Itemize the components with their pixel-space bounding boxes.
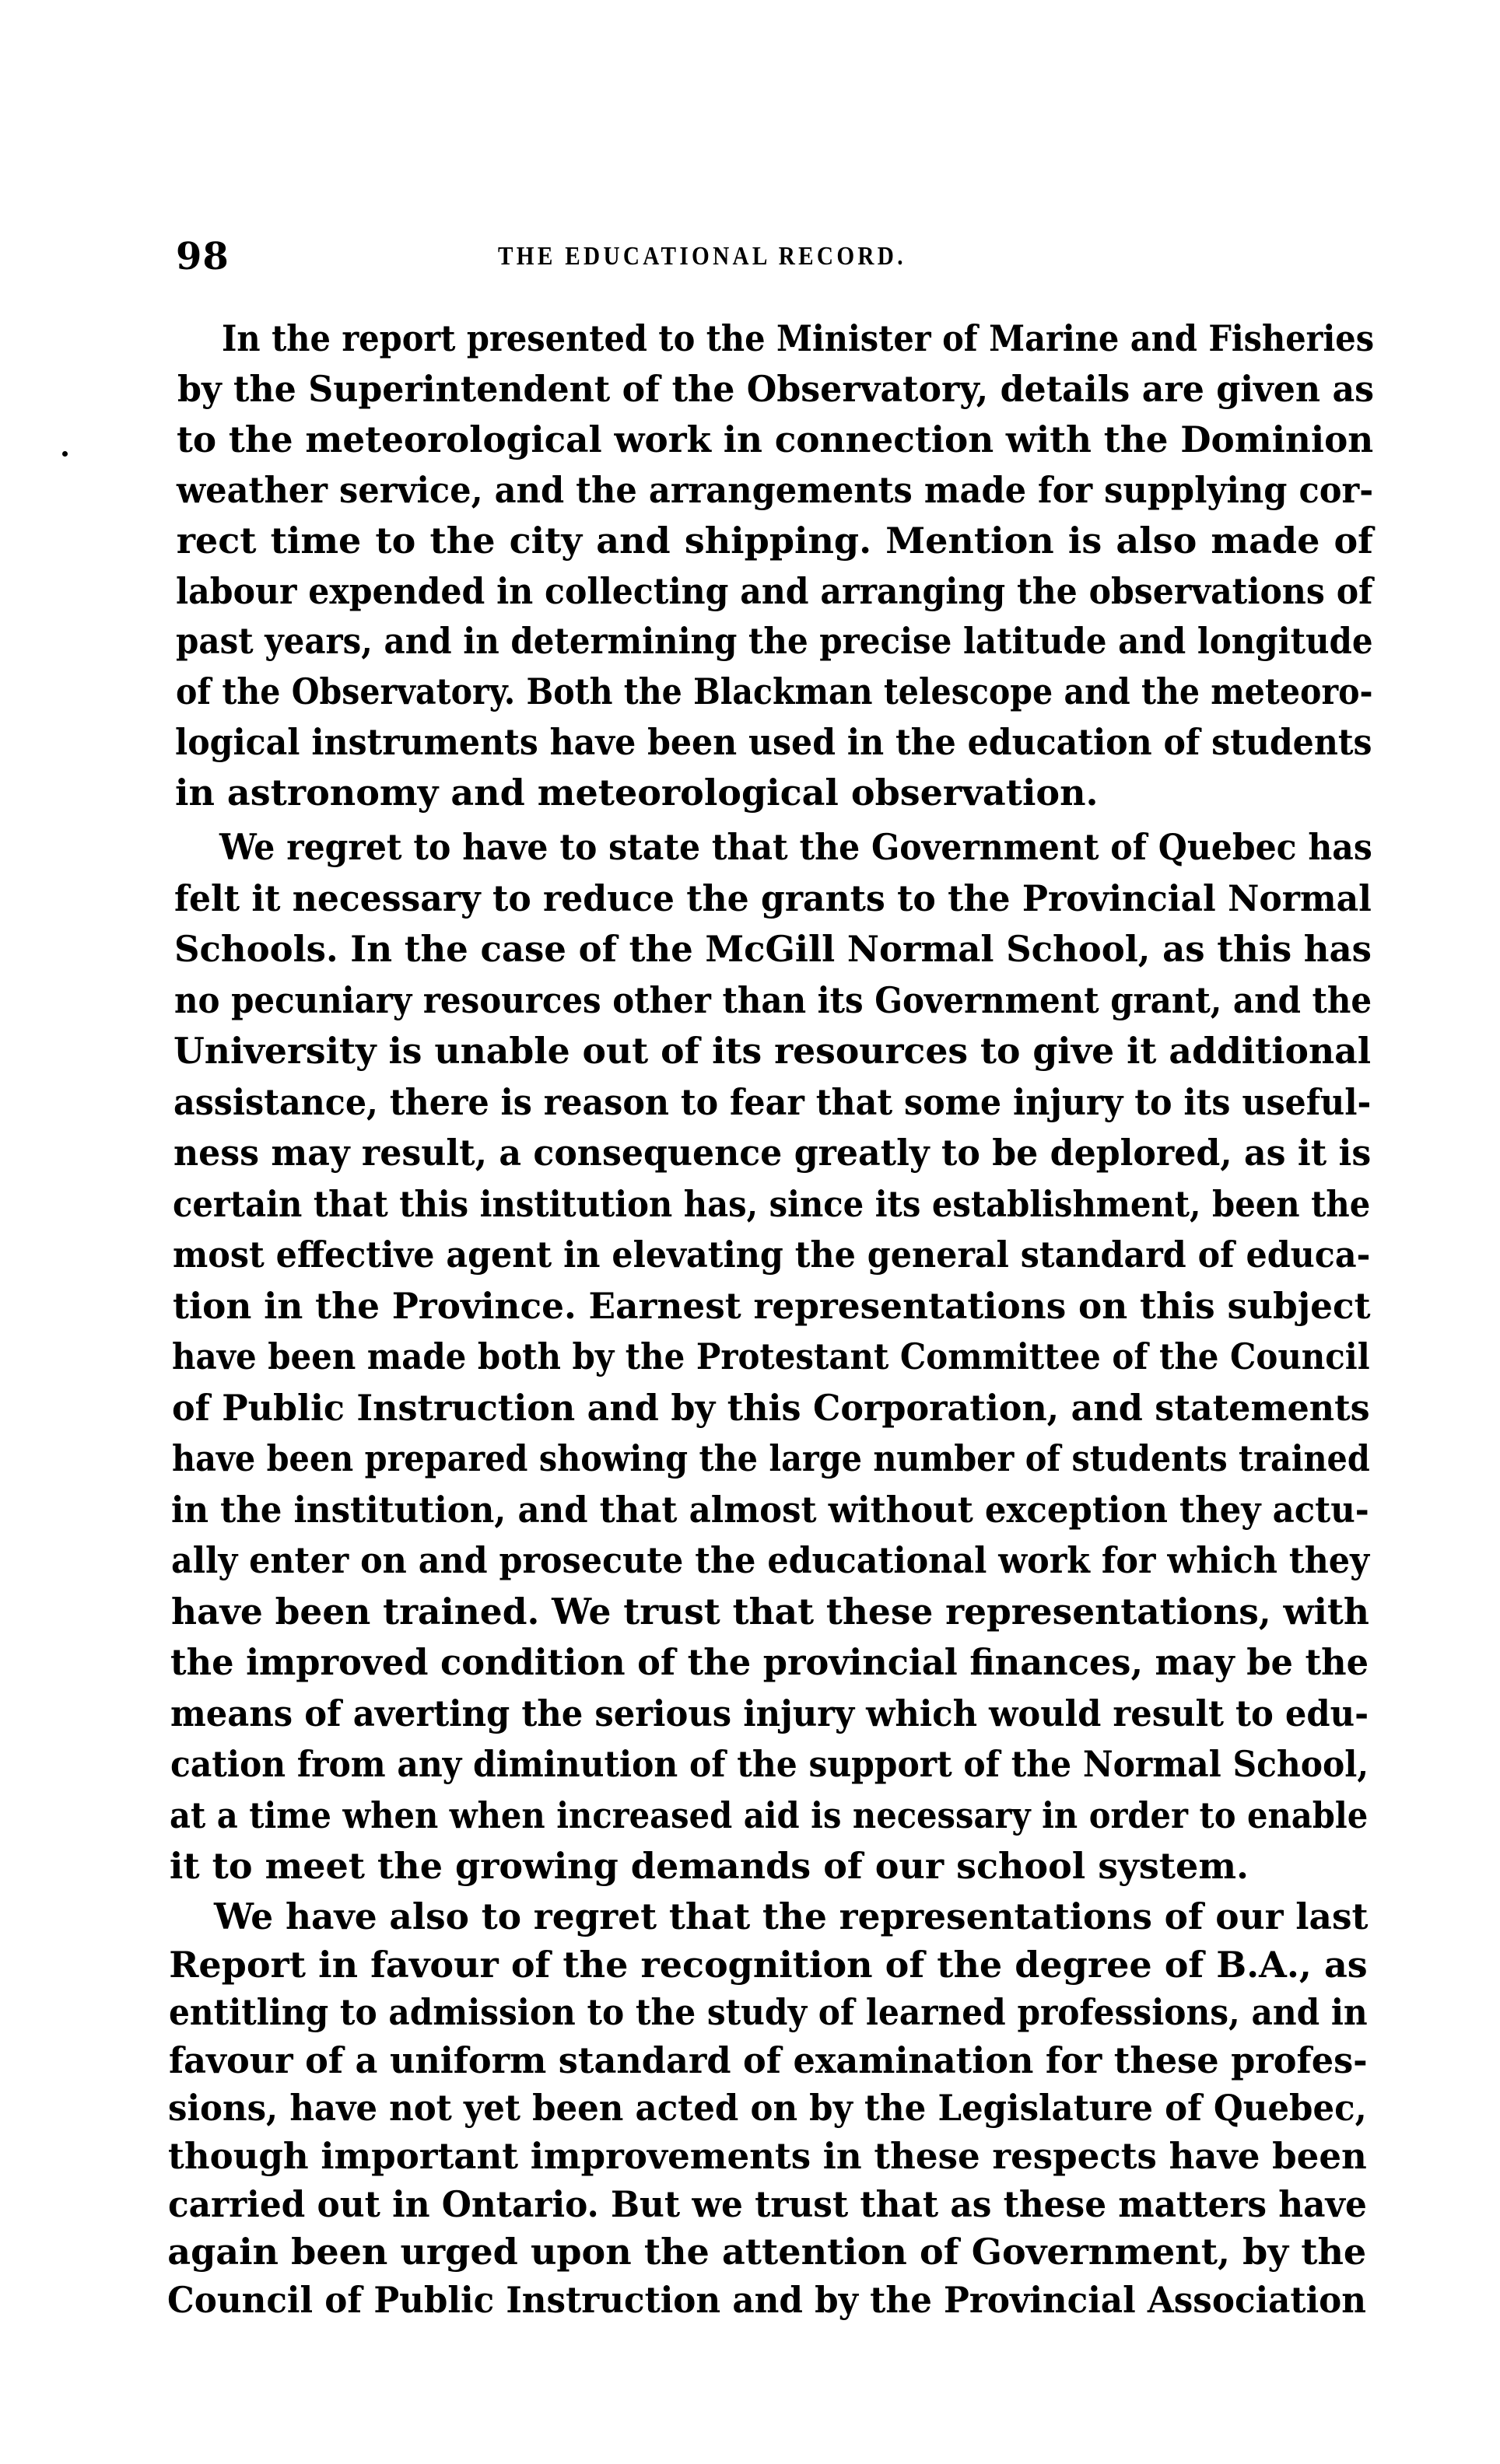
text-line: have been trained. We trust that these representations, with (170, 1590, 1369, 1633)
text-line: to the meteorological work in connection with the Dominion (177, 418, 1374, 460)
text-line: weather service, and the arrangements made for supplying cor- (177, 468, 1374, 511)
text-line: assistance, there is reason to fear that some injury to its useful- (173, 1080, 1372, 1123)
text-line: have been made both by the Protestant Committee of the Council (172, 1335, 1370, 1377)
text-line: most effective agent in elevating the general standard of educa- (172, 1234, 1371, 1276)
text-line: certain that this institution has, since its establishment, been the (173, 1182, 1371, 1225)
text-line: entitling to admission to the study of learned professions, and in (168, 1991, 1368, 2034)
running-title: THE EDUCATIONAL RECORD. (498, 242, 906, 271)
text-line: no pecuniary resources other than its Government grant, and the (173, 978, 1372, 1021)
text-line: though important improvements in these respects have been (168, 2135, 1367, 2177)
text-line: Report in favour of the recognition of the degree of B.A., as (169, 1943, 1368, 1986)
text-line: University is unable out of its resources to give it additional (173, 1030, 1372, 1072)
text-line: Council of Public Instruction and by the Provincial Association (167, 2278, 1367, 2321)
text-line: We regret to have to state that the Government of Quebec has (219, 826, 1372, 868)
text-line: the improved condition of the provincial finances, may be the (170, 1641, 1369, 1683)
text-line: have been prepared showing the large number of students trained (171, 1437, 1370, 1479)
text-line: in the institution, and that almost without exception they actu- (171, 1488, 1369, 1531)
text-line: at a time when when increased aid is necessary in order to enable (170, 1794, 1369, 1836)
text-line: tion in the Province. Earnest representations on this subject (172, 1284, 1371, 1327)
text-line: again been urged upon the attention of Government, by the (167, 2231, 1367, 2273)
text-line: favour of a uniform standard of examination for these profes- (168, 2039, 1368, 2081)
text-line: past years, and in determining the precise latitude and longitude (176, 620, 1373, 663)
page-number: 98 (176, 235, 230, 278)
text-line: ness may result, a consequence greatly to be deplored, as it is (173, 1132, 1371, 1174)
text-line: felt it necessary to reduce the grants to the Provincial Normal (174, 877, 1372, 919)
text-line: sions, have not yet been acted on by the Legislature of Quebec, (168, 2087, 1368, 2130)
text-line: by the Superintendent of the Observatory, details are given as (177, 367, 1374, 410)
text-line: of Public Instruction and by this Corporation, and statements (171, 1386, 1370, 1429)
text-line: in astronomy and meteorological observation. (175, 772, 1099, 814)
text-line: ally enter on and prosecute the educational work for which they (170, 1539, 1369, 1581)
text-line: labour expended in collecting and arranging the observations of (176, 569, 1373, 612)
text-line: it to meet the growing demands of our school system. (169, 1845, 1249, 1887)
text-line: Schools. In the case of the McGill Normal School, as this has (174, 928, 1372, 970)
text-line: cation from any diminution of the support of the Normal School, (170, 1743, 1369, 1785)
scan-artifact-dot (62, 451, 68, 457)
text-line: We have also to regret that the representations of our last (213, 1895, 1368, 1937)
text-line: of the Observatory. Both the Blackman telescope and the meteoro- (175, 670, 1373, 713)
text-line: logical instruments have been used in the education of students (175, 721, 1372, 764)
text-line: rect time to the city and shipping. Mention is also made of (176, 519, 1373, 562)
text-line: In the report presented to the Minister of Marine and Fisheries (222, 317, 1375, 359)
text-line: means of averting the serious injury which would result to edu- (170, 1692, 1369, 1734)
text-line: carried out in Ontario. But we trust that as these matters have (167, 2182, 1367, 2225)
